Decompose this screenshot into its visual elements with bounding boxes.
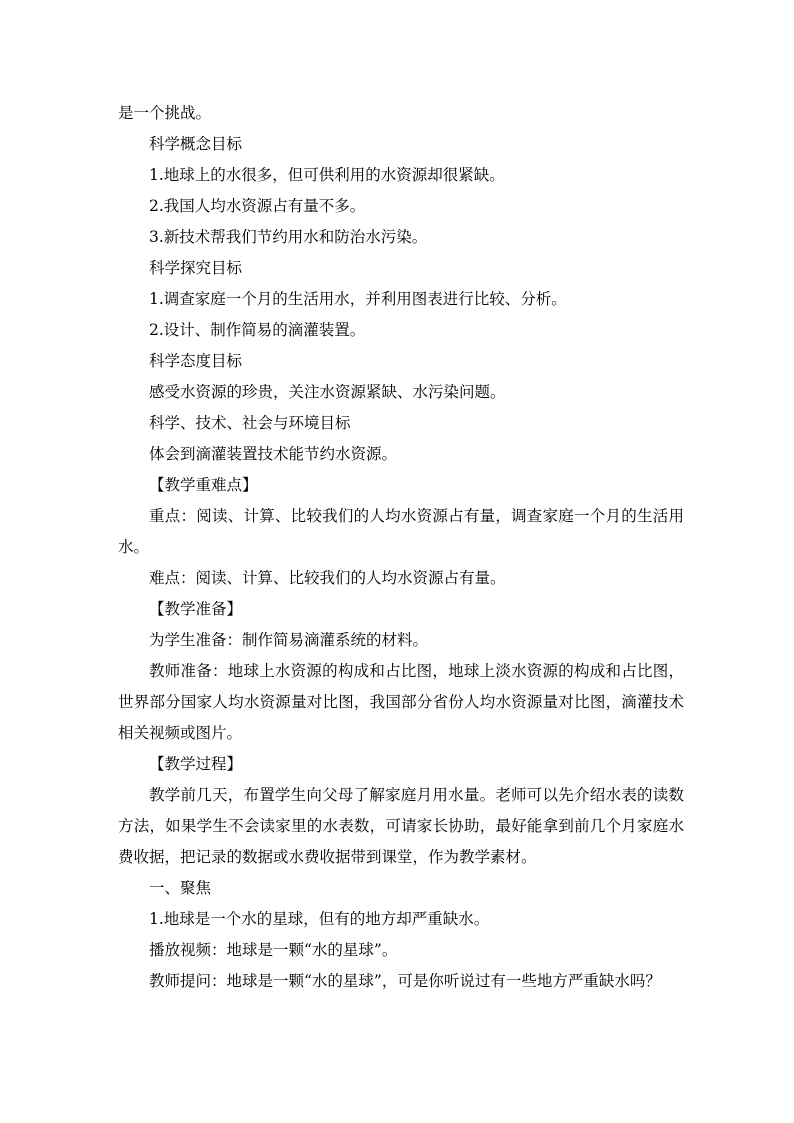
heading-key-difficult-points: 【教学重难点】 <box>149 476 258 494</box>
paragraph: 2.我国人均水资源占有量不多。 <box>149 197 366 215</box>
paragraph: 是一个挑战。 <box>118 104 212 122</box>
heading-science-inquiry-goals: 科学探究目标 <box>149 259 243 277</box>
heading-sts-goals: 科学、技术、社会与环境目标 <box>149 414 351 432</box>
paragraph: 感受水资源的珍贵，关注水资源紧缺、水污染问题。 <box>149 383 506 401</box>
heading-teaching-preparation: 【教学准备】 <box>149 600 243 618</box>
heading-science-attitude-goals: 科学态度目标 <box>149 352 243 370</box>
paragraph: 为学生准备：制作简易滴灌系统的材料。 <box>149 631 429 649</box>
paragraph: 3.新技术帮我们节约用水和防治水污染。 <box>149 228 428 246</box>
paragraph: 体会到滴灌装置技术能节约水资源。 <box>149 445 398 463</box>
paragraph: 重点：阅读、计算、比较我们的人均水资源占有量，调查家庭一个月的生活用水。 <box>118 507 684 556</box>
heading-teaching-process: 【教学过程】 <box>149 755 243 773</box>
paragraph: 教学前几天，布置学生向父母了解家庭月用水量。老师可以先介绍水表的读数方法，如果学生不会读家里的水表数，可请家长协助，最好能拿到前几个月家庭水费收据，把记录的数据或水费收据带到课堂，作为教学素材。 <box>118 786 684 866</box>
paragraph: 1.地球是一个水的星球，但有的地方却严重缺水。 <box>149 910 490 928</box>
document-body <box>118 98 684 997</box>
heading-focus: 一、聚焦 <box>149 879 212 897</box>
paragraph: 2.设计、制作简易的滴灌装置。 <box>149 321 366 339</box>
heading-science-concept-goals: 科学概念目标 <box>149 135 243 153</box>
paragraph: 难点：阅读、计算、比较我们的人均水资源占有量。 <box>149 569 506 587</box>
paragraph: 教师提问：地球是一颗“水的星球”，可是你听说过有一些地方严重缺水吗？ <box>149 972 661 990</box>
paragraph: 播放视频：地球是一颗“水的星球”。 <box>149 941 398 959</box>
paragraph: 教师准备：地球上水资源的构成和占比图，地球上淡水资源的构成和占比图，世界部分国家人均水资源量对比图，我国部分省份人均水资源量对比图，滴灌技术相关视频或图片。 <box>118 662 684 742</box>
paragraph: 1.地球上的水很多，但可供利用的水资源却很紧缺。 <box>149 166 505 184</box>
paragraph: 1.调查家庭一个月的生活用水，并利用图表进行比较、分析。 <box>149 290 567 308</box>
